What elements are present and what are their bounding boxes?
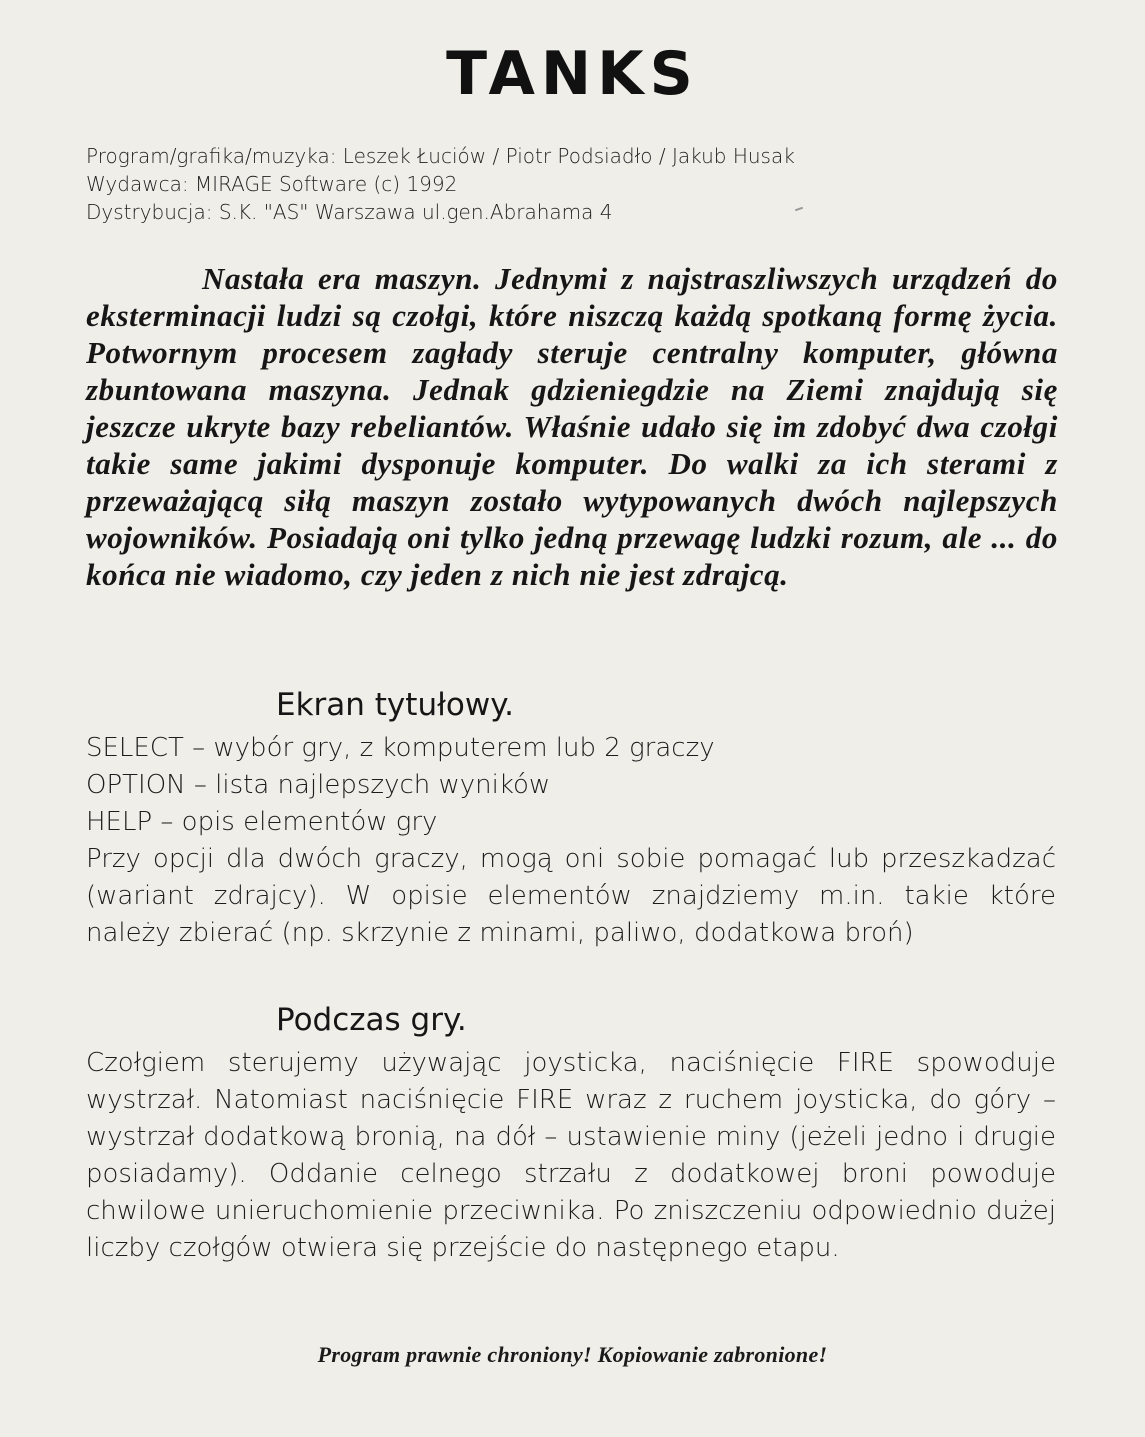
help-description: HELP – opis elementów gry bbox=[86, 807, 438, 837]
gameplay-heading: Podczas gry. bbox=[276, 1002, 467, 1038]
select-description: SELECT – wybór gry, z komputerem lub 2 graczy bbox=[86, 733, 715, 763]
title-screen-section bbox=[86, 730, 1056, 952]
two-player-paragraph: Przy opcji dla dwóch graczy, mogą oni sobie pomagać lub przeszkadzać (wariant zdrajcy). W opisie elementów znajdziemy m.in. takie które należy zbierać (np. skrzynie z minami, paliwo, dodatkowa broń) bbox=[86, 844, 1056, 948]
intro-paragraph: Nastała era maszyn. Jednymi z najstraszliwszych urządzeń do eksterminacji ludzi są czołgi, które niszczą każdą spotkaną formę życia. Potwornym procesem zagłady steruje centralny komputer, główna zbuntowana maszyna. Jednak gdzieniegdzie na Ziemi znajdują się jeszcze ukryte bazy rebeliantów. Właśnie udało się im zdobyć dwa czołgi takie same jakimi dysponuje komputer. Do walki za ich sterami z przeważającą siłą maszyn zostało wytypowanych dwóch najlepszych wojowników. Posiadają oni tylko jedną przewagę ludzki rozum, ale ... do końca nie wiadomo, czy jeden z nich nie jest zdrajcą. bbox=[86, 261, 1058, 592]
title-screen-heading: Ekran tytułowy. bbox=[276, 687, 514, 723]
game-title: TANKS bbox=[446, 39, 699, 109]
credits-publisher: Wydawca: MIRAGE Software (c) 1992 bbox=[86, 172, 458, 196]
copyright-notice: Program prawnie chroniony! Kopiowanie zabronione! bbox=[317, 1342, 828, 1367]
option-description: OPTION – lista najlepszych wyników bbox=[86, 770, 551, 800]
gameplay-section bbox=[86, 1045, 1056, 1267]
gameplay-paragraph: Czołgiem sterujemy używając joysticka, naciśnięcie FIRE spowoduje wystrzał. Natomiast naciśnięcie FIRE wraz z ruchem joysticka, do góry – wystrzał dodatkową bronią, na dół – ustawienie miny (jeżeli jedno i drugie posiadamy). Oddanie celnego strzału z dodatkowej broni powoduje chwilowe unieruchomienie przeciwnika. Po zniszczeniu odpowiednio dużej liczby czołgów otwiera się przejście do następnego etapu. bbox=[86, 1048, 1056, 1263]
credits-block bbox=[86, 142, 986, 226]
credits-distribution: Dystrybucja: S.K. "AS" Warszawa ul.gen.Abrahama 4 bbox=[86, 200, 613, 224]
credits-program: Program/grafika/muzyka: Leszek Łuciów / Piotr Podsiadło / Jakub Husak bbox=[86, 144, 795, 168]
